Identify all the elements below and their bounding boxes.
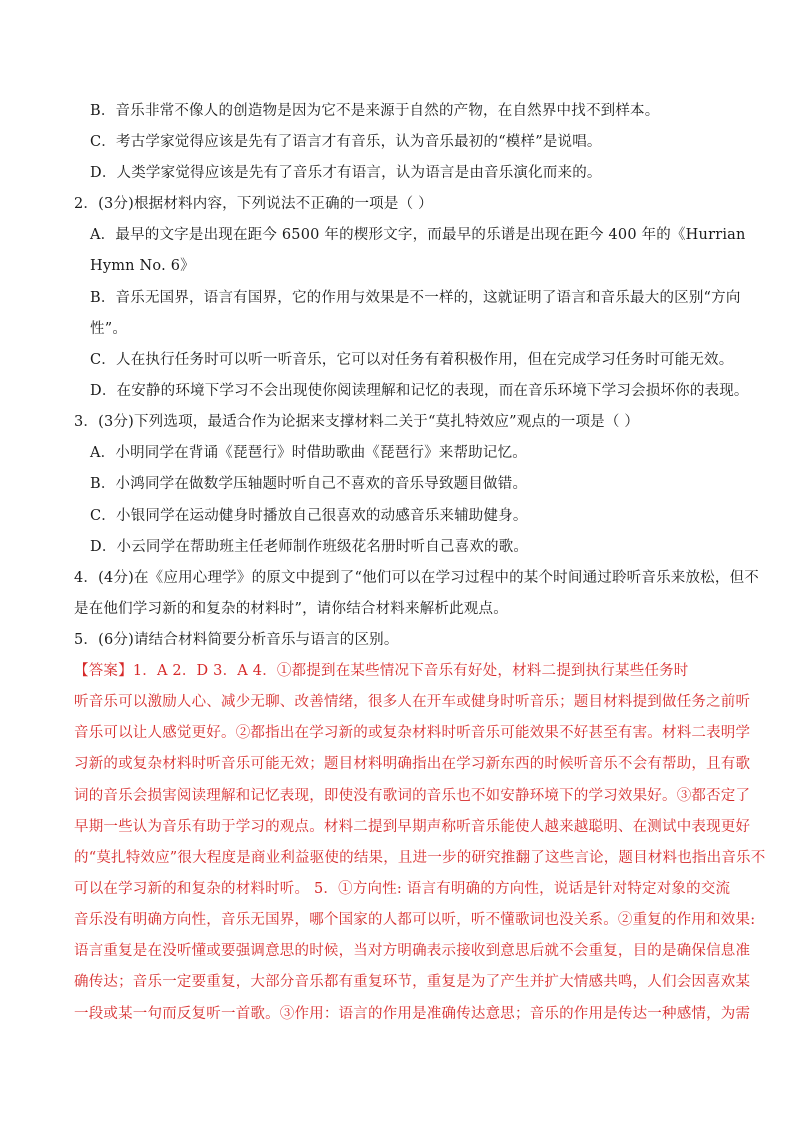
- q5-stem: 5．(6分)请结合材料简要分析音乐与语言的区别。: [74, 632, 399, 648]
- q2-stem: 2．(3分)根据材料内容，下列说法不正确的一项是（ ）: [74, 196, 433, 212]
- answer-line: 词的音乐会损害阅读理解和记忆表现，即使没有歌词的音乐也不如安静环境下的学习效果好。③都否定了: [74, 788, 751, 804]
- q3-option-c: C．小银同学在运动健身时播放自己很喜欢的动感音乐来辅助健身。: [90, 508, 528, 524]
- q3-option-b: B．小鸿同学在做数学压轴题时听自己不喜欢的音乐导致题目做错。: [90, 476, 528, 492]
- answer-line: 语言重复是在没听懂或要强调意思的时候，当对方明确表示接收到意思后就不会重复，目的是确保信息准: [74, 943, 751, 959]
- q3-stem: 3．(3分)下列选项，最适合作为论据来支撑材料二关于“莫扎特效应”观点的一项是（ ）: [74, 414, 640, 430]
- answer-line: 早期一些认为音乐有助于学习的观点。材料二提到早期声称听音乐能使人越来越聪明、在测试中表现更好: [74, 819, 751, 835]
- q4-stem-line1: 4．(4分)在《应用心理学》的原文中提到了“他们可以在学习过程中的某个时间通过聆听音乐来放松，但不: [74, 570, 759, 586]
- q3-option-d: D．小云同学在帮助班主任老师制作班级花名册时听自己喜欢的歌。: [90, 539, 529, 555]
- q2-option-b-cont: 性”。: [90, 321, 128, 337]
- answer-line: 的“莫扎特效应”很大程度是商业利益驱使的结果，且进一步的研究推翻了这些言论，题目材料也指出音乐不: [74, 850, 766, 866]
- answer-first-line: [74, 661, 689, 681]
- answer-line: 可以在学习新的和复杂的材料时听。 5．①方向性: 语言有明确的方向性，说话是针对特定对象的交流: [74, 881, 731, 897]
- answer-line: 听音乐可以激励人心、减少无聊、改善情绪，很多人在开车或健身时听音乐；题目材料提到做任务之前听: [74, 694, 751, 710]
- q1-option-d: D．人类学家觉得应该是先有了音乐才有语言，认为语言是由音乐演化而来的。: [90, 165, 602, 181]
- q2-option-d: D．在安静的环境下学习不会出现使你阅读理解和记忆的表现，而在音乐环境下学习会损坏你的表现。: [90, 383, 749, 399]
- q2-option-c: C．人在执行任务时可以听一听音乐，它可以对任务有着积极作用，但在完成学习任务时可能无效。: [90, 352, 734, 368]
- q1-option-b: B．音乐非常不像人的创造物是因为它不是来源于自然的产物，在自然界中找不到样本。: [90, 103, 660, 119]
- answer-line: 音乐没有明确方向性，音乐无国界，哪个国家的人都可以听，听不懂歌词也没关系。②重复的作用和效果:: [74, 912, 756, 928]
- q4-stem-line2: 是在他们学习新的和复杂的材料时”，请你结合材料来解析此观点。: [74, 601, 508, 617]
- answer-line: 确传达；音乐一定要重复，大部分音乐都有重复环节，重复是为了产生并扩大情感共鸣，人们会因喜欢某: [74, 974, 751, 990]
- q3-option-a: A．小明同学在背诵《琵琶行》时借助歌曲《琵琶行》来帮助记忆。: [90, 445, 527, 461]
- answer-label: 【答案】: [74, 663, 133, 679]
- q2-option-b: B．音乐无国界，语言有国界，它的作用与效果是不一样的，这就证明了语言和音乐最大的区别“方向: [90, 290, 741, 306]
- answer-text: 1．A 2．D 3．A 4．①都提到在某些情况下音乐有好处，材料二提到执行某些任务时: [132, 663, 689, 679]
- q1-option-c: C．考古学家觉得应该是先有了语言才有音乐，认为音乐最初的“模样”是说唱。: [90, 134, 602, 150]
- q2-option-a-cont: Hymn No. 6》: [90, 258, 195, 274]
- answer-line: 习新的或复杂材料时听音乐可能无效；题目材料明确指出在学习新东西的时候听音乐不会有帮助，且有歌: [74, 756, 751, 772]
- answer-line: 一段或某一句而反复听一首歌。③作用：语言的作用是准确传达意思；音乐的作用是传达一种感情，为需: [74, 1006, 751, 1022]
- answer-line: 音乐可以让人感觉更好。②都指出在学习新的或复杂材料时听音乐可能效果不好甚至有害。材料二表明学: [74, 725, 751, 741]
- q2-option-a: A．最早的文字是出现在距今 6500 年的楔形文字，而最早的乐谱是出现在距今 400 年的《Hurrian: [90, 227, 746, 243]
